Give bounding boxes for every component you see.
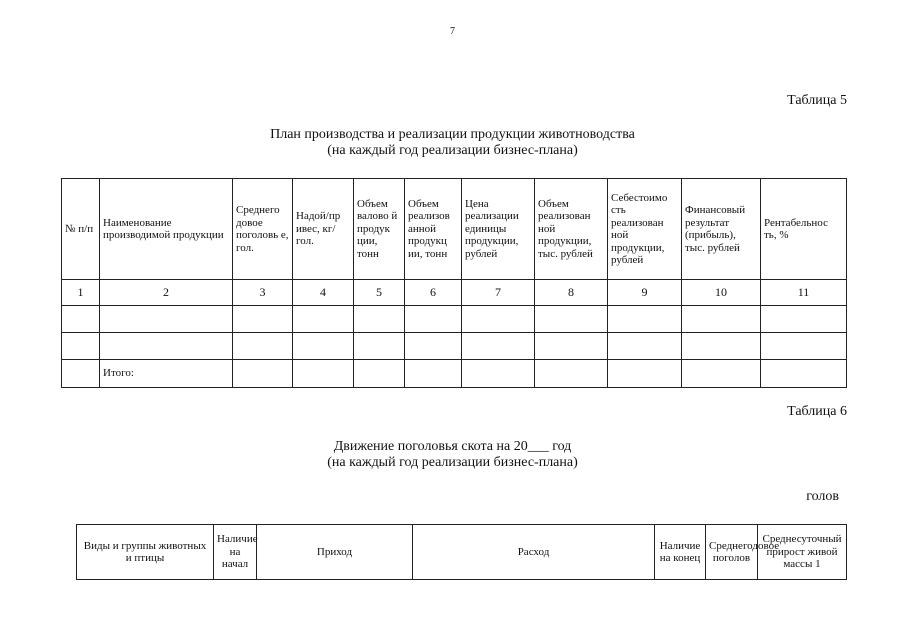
table6-header-row	[77, 525, 847, 580]
table5-header-cell: Себестоимо сть реализован ной продукции, рублей	[608, 179, 682, 280]
table6-header-cell: Наличие на конец	[655, 525, 706, 580]
table5-title-line2: (на каждый год реализации бизнес-плана)	[327, 143, 578, 158]
table-cell	[100, 306, 233, 333]
table-cell	[462, 306, 535, 333]
table5-header-cell: Среднего довое поголовь е, гол.	[233, 179, 293, 280]
table-cell	[608, 360, 682, 388]
column-number: 2	[100, 280, 233, 306]
table5-header-cell: Объем реализов анной продукц ии, тонн	[405, 179, 462, 280]
table5-total-row	[62, 360, 847, 388]
column-number: 7	[462, 280, 535, 306]
table-cell	[405, 333, 462, 360]
table-cell	[462, 360, 535, 388]
table5-header-row	[62, 179, 847, 280]
column-number: 5	[354, 280, 405, 306]
table5-empty-row	[62, 306, 847, 333]
table-cell	[761, 306, 847, 333]
table6-label: Таблица 6	[787, 404, 847, 419]
table6	[76, 524, 847, 580]
table-cell	[293, 306, 354, 333]
table5-header-cell: Надой/пр ивес, кг/гол.	[293, 179, 354, 280]
table6-title	[0, 439, 905, 471]
column-number: 1	[62, 280, 100, 306]
table-cell	[405, 306, 462, 333]
column-number: 10	[682, 280, 761, 306]
table-cell	[62, 306, 100, 333]
table5-header-cell: Объем реализован ной продукции, тыс. рублей	[535, 179, 608, 280]
table-cell	[354, 333, 405, 360]
table-cell	[293, 360, 354, 388]
table6-unit: голов	[806, 489, 839, 504]
table5	[61, 178, 847, 388]
table-cell	[462, 333, 535, 360]
table-cell	[535, 306, 608, 333]
column-number: 4	[293, 280, 354, 306]
table5-label: Таблица 5	[787, 93, 847, 108]
table-cell	[233, 306, 293, 333]
table5-title	[0, 127, 905, 159]
column-number: 8	[535, 280, 608, 306]
table6-title-line2: (на каждый год реализации бизнес-плана)	[327, 455, 578, 470]
table6-title-line1: Движение поголовья скота на 20___ год	[333, 439, 572, 454]
table-cell	[682, 360, 761, 388]
table-cell	[761, 360, 847, 388]
table-cell	[761, 333, 847, 360]
table5-header-cell: Наименование производимой продукции	[100, 179, 233, 280]
total-label: Итого:	[100, 360, 233, 388]
table-cell	[682, 306, 761, 333]
table5-header-cell: Объем валово й продук ции, тонн	[354, 179, 405, 280]
table6-header-cell: Среднегодовое поголов	[706, 525, 758, 580]
page-number: 7	[450, 26, 455, 37]
table-cell	[354, 360, 405, 388]
column-number: 9	[608, 280, 682, 306]
column-number: 11	[761, 280, 847, 306]
table-cell	[608, 306, 682, 333]
table-cell	[233, 333, 293, 360]
table-cell	[62, 360, 100, 388]
table-cell	[535, 360, 608, 388]
table-cell	[100, 333, 233, 360]
table5-header-cell: Рентабельнос ть, %	[761, 179, 847, 280]
table5-column-number-row	[62, 280, 847, 306]
table5-header-cell: Цена реализации единицы продукции, рублей	[462, 179, 535, 280]
column-number: 6	[405, 280, 462, 306]
table5-header-cell: Финансовый результат (прибыль), тыс. рублей	[682, 179, 761, 280]
table-cell	[608, 333, 682, 360]
table-cell	[405, 360, 462, 388]
table5-empty-row	[62, 333, 847, 360]
table-cell	[62, 333, 100, 360]
table6-header-cell: Расход	[413, 525, 655, 580]
table-cell	[682, 333, 761, 360]
table-cell	[354, 306, 405, 333]
table5-title-line1: План производства и реализации продукции животноводства	[270, 127, 635, 142]
table6-header-cell: Среднесуточный прирост живой массы 1	[758, 525, 847, 580]
table6-header-cell: Виды и группы животных и птицы	[77, 525, 214, 580]
table-cell	[535, 333, 608, 360]
table5-header-cell: № п/п	[62, 179, 100, 280]
table6-header-cell: Приход	[257, 525, 413, 580]
column-number: 3	[233, 280, 293, 306]
table-cell	[233, 360, 293, 388]
table-cell	[293, 333, 354, 360]
table6-header-cell: Наличие на начал	[214, 525, 257, 580]
